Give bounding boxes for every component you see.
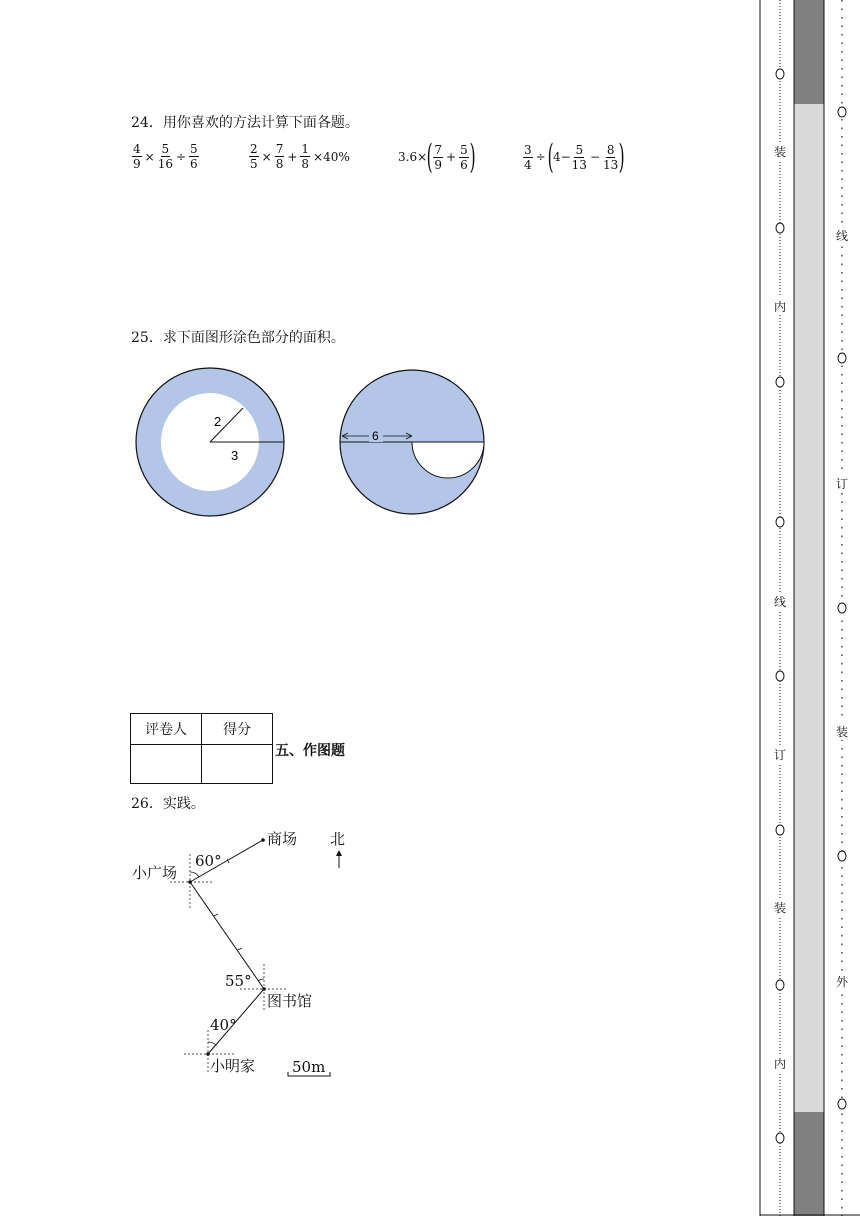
- binding-inner-char: 订: [773, 748, 787, 762]
- binding-outer-char: 外: [835, 975, 849, 989]
- numerator: 4: [133, 142, 141, 156]
- operator: ×: [144, 149, 155, 164]
- outer-radius-label: 3: [231, 448, 239, 463]
- half-circle-figure: [336, 366, 488, 518]
- expression-3: [398, 137, 476, 177]
- denominator: 5: [250, 157, 258, 171]
- numerator: 5: [575, 142, 584, 157]
- denominator: 8: [275, 157, 284, 171]
- operator: ÷: [535, 150, 546, 164]
- tick: [214, 914, 218, 916]
- score-header: 得分: [202, 714, 273, 745]
- numerator: 7: [434, 142, 443, 157]
- lead-term: 3.6×: [398, 150, 428, 164]
- binding-strip-bottom: [794, 1112, 824, 1216]
- operator: −: [589, 150, 601, 164]
- route-map: [128, 822, 368, 1082]
- denominator: 9: [133, 157, 141, 171]
- home-label: 小明家: [210, 1057, 256, 1075]
- north-label: 北: [330, 830, 346, 848]
- angle-arc-60: [190, 872, 199, 877]
- binding-strip-top: [794, 0, 824, 104]
- operator: +: [287, 149, 298, 164]
- plaza-label: 小广场: [132, 864, 178, 882]
- binding-inner-char: 线: [773, 595, 787, 609]
- binding-strip: [794, 0, 824, 1216]
- expression-2: [248, 142, 352, 171]
- numerator: 2: [250, 142, 258, 156]
- operator: +: [446, 150, 457, 164]
- numerator: 1: [301, 142, 310, 156]
- angle-arc-40: [208, 1042, 216, 1045]
- angle-40-label: 40°: [210, 1016, 237, 1034]
- operator: ÷: [175, 149, 187, 164]
- mall-label: 商场: [267, 830, 298, 848]
- denominator: 8: [301, 157, 310, 171]
- question-25-title: 25．求下面图形涂色部分的面积。: [131, 330, 345, 346]
- denominator: 6: [190, 157, 198, 171]
- reviewer-header: 评卷人: [131, 714, 202, 745]
- fraction: [132, 142, 142, 171]
- left-paren: (: [426, 137, 433, 177]
- numerator: 8: [606, 142, 615, 157]
- reviewer-cell[interactable]: [131, 745, 202, 784]
- north-arrow-head-icon: [336, 850, 342, 856]
- outer-circles: [835, 107, 849, 1109]
- binding-inner-char: 内: [773, 1057, 787, 1071]
- angle-arc-55: [258, 979, 264, 981]
- denominator: 4: [524, 157, 532, 172]
- inner-radius-label: 2: [214, 414, 222, 429]
- denominator: 16: [157, 157, 173, 171]
- score-table: [130, 713, 273, 784]
- binding-inner-char: 内: [773, 300, 787, 314]
- numerator: 7: [275, 142, 284, 156]
- fraction: [572, 143, 587, 172]
- denominator: 13: [603, 157, 619, 172]
- mall-point: [261, 838, 265, 842]
- library-label: 图书馆: [267, 992, 313, 1010]
- fraction: [249, 142, 259, 171]
- length-label: 6: [372, 429, 379, 443]
- binding-outer-char: 装: [835, 725, 849, 739]
- scale-label: 50m: [292, 1058, 326, 1076]
- denominator: 6: [460, 157, 468, 172]
- fraction: [189, 142, 199, 171]
- numerator: 5: [460, 142, 468, 157]
- fraction: [603, 143, 618, 172]
- numerator: 5: [190, 142, 198, 156]
- left-paren: (: [547, 137, 554, 177]
- fraction: [275, 142, 285, 171]
- numerator: 3: [524, 142, 532, 157]
- fraction: [433, 143, 443, 172]
- denominator: 9: [434, 157, 443, 172]
- fraction: [523, 143, 533, 172]
- question-24-title: 24．用你喜欢的方法计算下面各题。: [131, 115, 359, 131]
- fraction: [459, 143, 469, 172]
- expression-4: [522, 137, 625, 177]
- binding-outer-char: 线: [835, 229, 849, 243]
- operator: ×40%: [313, 149, 350, 164]
- tick: [238, 948, 242, 950]
- right-paren: ): [618, 137, 625, 177]
- right-paren: ): [469, 137, 476, 177]
- lead-term: 4−: [552, 150, 571, 164]
- score-cell[interactable]: [202, 745, 273, 784]
- binding-inner-char: 装: [773, 901, 787, 915]
- fraction: [158, 142, 173, 171]
- annulus-figure: [130, 362, 290, 522]
- angle-55-label: 55°: [225, 972, 252, 990]
- section-5-title: 五、作图题: [275, 743, 345, 759]
- numerator: 5: [161, 142, 170, 156]
- denominator: 13: [571, 157, 587, 172]
- binding-inner-char: 装: [773, 145, 787, 159]
- binding-margin: [758, 0, 860, 1216]
- binding-outer-char: 订: [835, 477, 849, 491]
- question-26-title: 26．实践。: [131, 796, 205, 812]
- fraction: [300, 142, 310, 171]
- angle-60-label: 60°: [195, 852, 222, 870]
- expression-1: [131, 142, 200, 171]
- operator: ×: [261, 149, 272, 164]
